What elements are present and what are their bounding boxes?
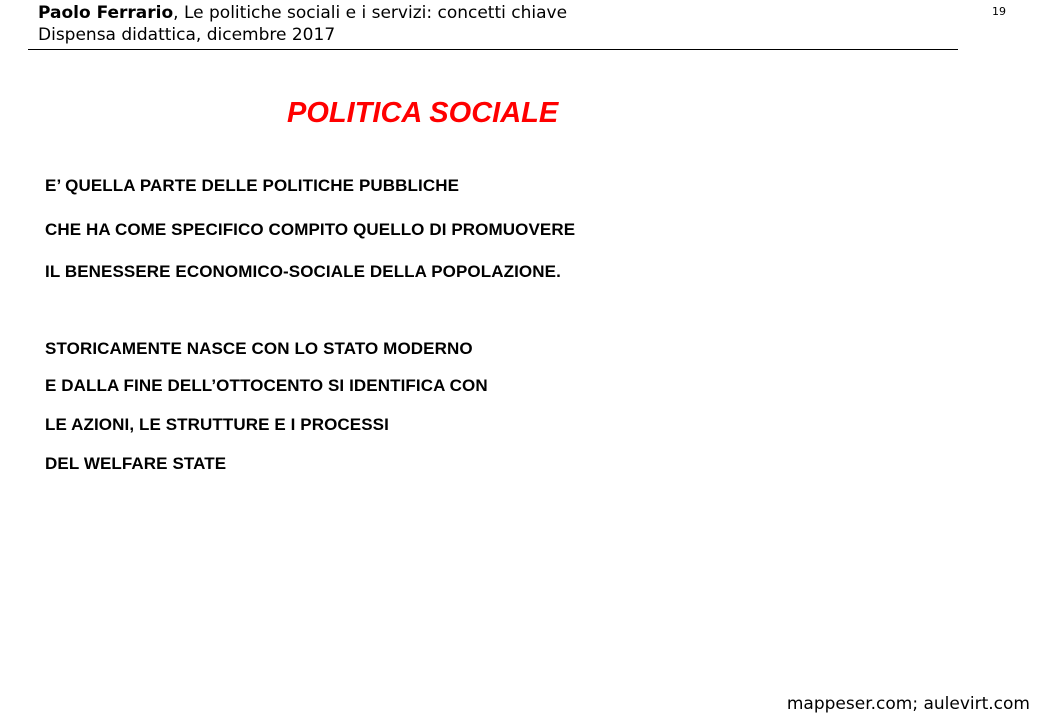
header-title: , Le politiche sociali e i servizi: concetti chiave xyxy=(173,3,568,23)
footer-credits: mappeser.com; aulevirt.com xyxy=(786,694,1030,714)
body-line-7: DEL WELFARE STATE xyxy=(45,454,227,473)
header-subtitle: Dispensa didattica, dicembre 2017 xyxy=(38,25,336,45)
body-line-4: STORICAMENTE NASCE CON LO STATO MODERNO xyxy=(45,339,473,358)
body-line-5: E DALLA FINE DELL’OTTOCENTO SI IDENTIFICA CON xyxy=(45,376,488,395)
document-header xyxy=(38,2,567,46)
body-line-2: CHE HA COME SPECIFICO COMPITO QUELLO DI PROMUOVERE xyxy=(45,220,576,239)
page-number: 19 xyxy=(992,5,1006,18)
body-line-3: IL BENESSERE ECONOMICO-SOCIALE DELLA POPOLAZIONE. xyxy=(45,262,561,281)
header-divider xyxy=(28,49,958,50)
body-line-1: E’ QUELLA PARTE DELLE POLITICHE PUBBLICHE xyxy=(45,176,460,195)
body-line-6: LE AZIONI, LE STRUTTURE E I PROCESSI xyxy=(45,415,389,434)
header-author: Paolo Ferrario xyxy=(38,3,174,23)
slide-title: POLITICA SOCIALE xyxy=(287,97,559,129)
header-title-line xyxy=(38,2,567,24)
